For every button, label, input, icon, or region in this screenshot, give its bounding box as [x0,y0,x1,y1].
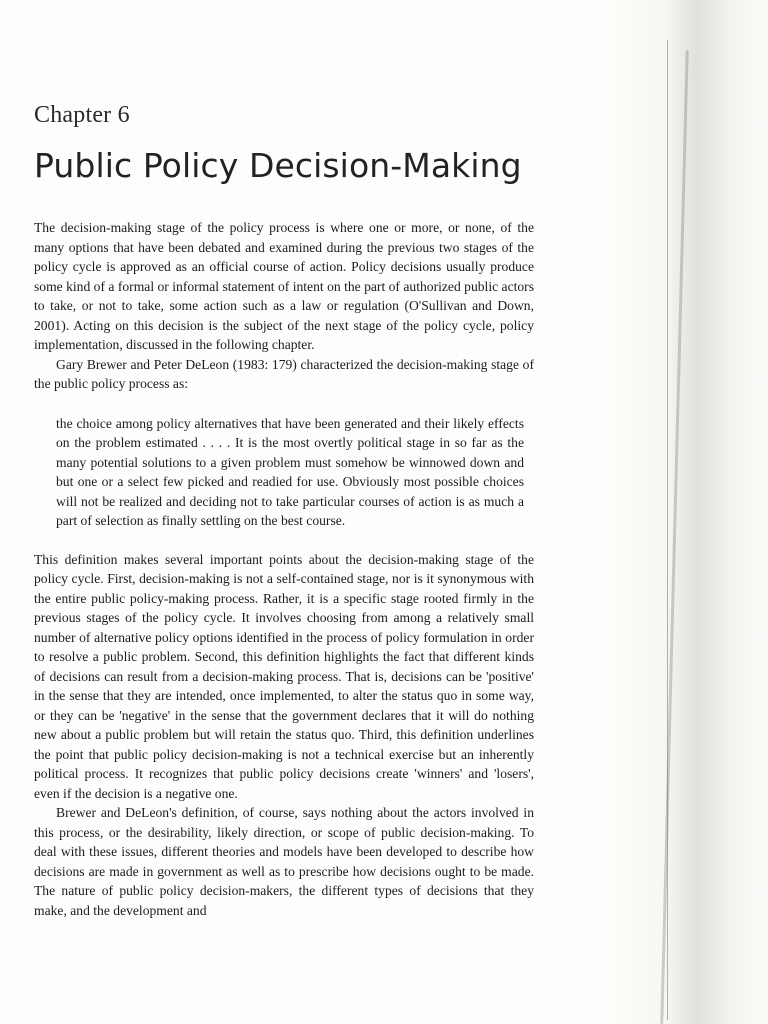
chapter-title: Public Policy Decision-Making [34,146,522,185]
paragraph-3: This definition makes several important points about the decision-making stage of the policy cycle. First, decision-making is not a self-contained stage, nor is it synonymous with the entire public policy-making process. Rather, it is a specific stage rooted firmly in the previous stages of the policy cycle. It involves choosing from among a relatively small number of alternative policy options identified in the process of policy formulation in order to resolve a public problem. Second, this definition highlights the fact that different kinds of decisions can result from a decision-making process. That is, decisions can be 'positive' in the sense that they are intended, once implemented, to alter the status quo in some way, or they can be 'negative' in the sense that the government declares that it will do nothing new about a public problem but will retain the status quo. Third, this definition underlines the point that public policy decision-making is not a technical exercise but an inherently political process. It recognizes that public policy decisions create 'winners' and 'losers', even if the decision is a negative one. [34,551,534,801]
paragraph-1: The decision-making stage of the policy process is where one or more, or none, of the many options that have been debated and examined during the previous two stages of the policy cycle is approved as an official course of action. Policy decisions usually produce some kind of a formal or informal statement of intent on the part of authorized public actors to take, or not to take, some action such as a law or regulation (O'Sullivan and Down, 2001). Acting on this decision is the subject of the next stage of the policy cycle, policy implementation, discussed in the following chapter. [34,220,534,352]
chapter-number: Chapter 6 [34,102,130,128]
block-quote: the choice among policy alternatives that have been generated and their likely effects on the problem estimated . . . . It is the most overtly political stage in so far as the many potential solutions to a given problem must somehow be winnowed down and but one or a select few picked and readied for use. Obviously most possible choices will not be realized and deciding not to take particular courses of action is as much a part of selection as finally settling on the best course. [56,415,524,528]
paragraph-4: Brewer and DeLeon's definition, of course, says nothing about the actors involved in this process, or the desirability, likely direction, or scope of public decision-making. To deal with these issues, different theories and models have been developed to describe how decisions are made in government as well as to prescribe how decisions ought to be made. The nature of public policy decision-makers, the different types of decisions that they make, and the development and [34,805,534,918]
chapter-body [34,218,534,920]
page-binding-shadow [608,0,768,1024]
paragraph-2: Gary Brewer and Peter DeLeon (1983: 179) characterized the decision-making stage of the public policy process as: [34,356,534,391]
